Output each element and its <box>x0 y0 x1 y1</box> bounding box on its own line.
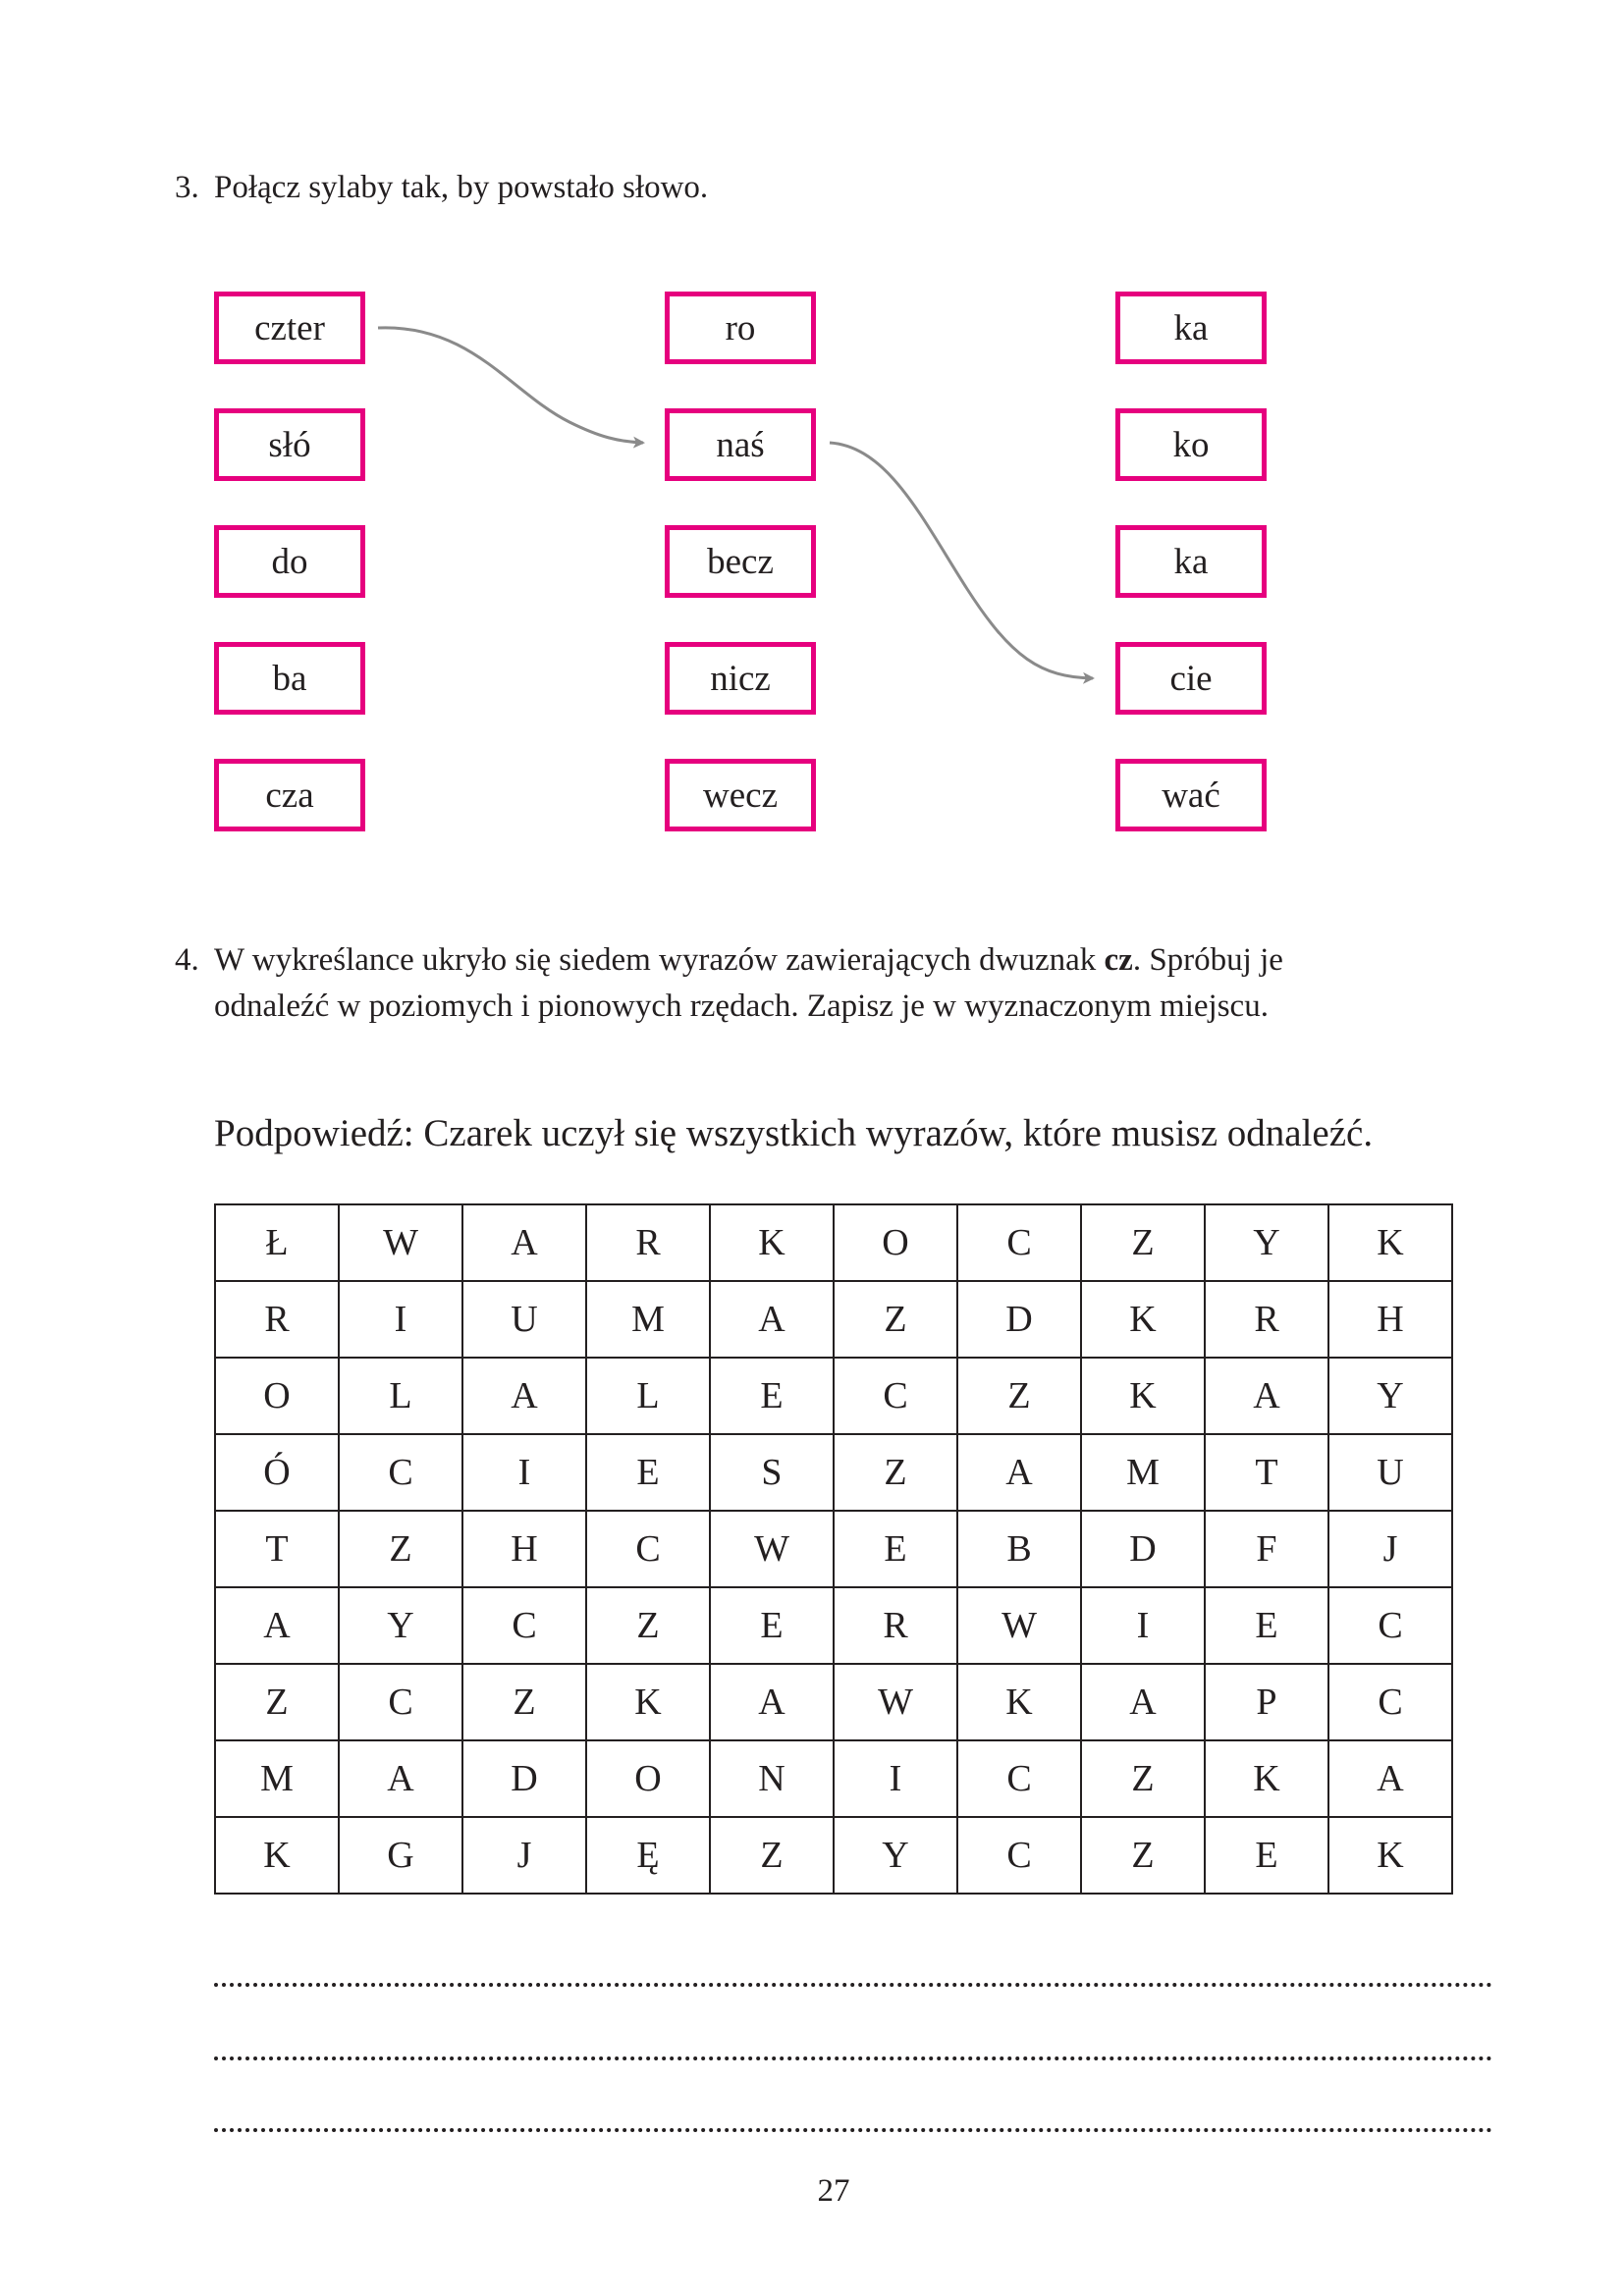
grid-cell[interactable]: T <box>1205 1434 1328 1511</box>
grid-cell[interactable]: Z <box>339 1511 462 1587</box>
grid-cell[interactable]: Z <box>462 1664 586 1740</box>
grid-cell[interactable]: C <box>1328 1664 1452 1740</box>
hint-text: Podpowiedź: Czarek uczył się wszystkich wyrazów, które musisz odnaleźć. <box>214 1112 1374 1154</box>
grid-cell[interactable]: I <box>834 1740 957 1817</box>
syllable-box[interactable]: naś <box>665 408 816 481</box>
syllable-box[interactable]: wecz <box>665 759 816 831</box>
answer-line[interactable] <box>214 2056 1492 2060</box>
grid-cell[interactable]: E <box>710 1587 834 1664</box>
grid-cell[interactable]: W <box>339 1204 462 1281</box>
grid-cell[interactable]: H <box>462 1511 586 1587</box>
task-4-line-2: odnaleźć w poziomych i pionowych rzędach. Zapisz je w wyznaczonym miejscu. <box>214 988 1269 1024</box>
grid-cell[interactable]: K <box>1328 1817 1452 1894</box>
grid-cell[interactable]: A <box>462 1358 586 1434</box>
grid-cell[interactable]: K <box>957 1664 1081 1740</box>
grid-cell[interactable]: Y <box>834 1817 957 1894</box>
grid-row <box>215 1740 1452 1817</box>
grid-cell[interactable]: Y <box>1205 1204 1328 1281</box>
grid-cell[interactable]: K <box>586 1664 710 1740</box>
grid-cell[interactable]: U <box>1328 1434 1452 1511</box>
grid-cell[interactable]: C <box>339 1664 462 1740</box>
grid-cell[interactable]: R <box>1205 1281 1328 1358</box>
grid-cell[interactable]: P <box>1205 1664 1328 1740</box>
grid-cell[interactable]: Z <box>1081 1740 1205 1817</box>
syllable-box[interactable]: słó <box>214 408 365 481</box>
grid-cell[interactable]: R <box>586 1204 710 1281</box>
digraph-bold: cz <box>1104 942 1133 978</box>
grid-cell[interactable]: K <box>710 1204 834 1281</box>
grid-cell[interactable]: A <box>462 1204 586 1281</box>
grid-cell[interactable]: Z <box>1081 1204 1205 1281</box>
grid-cell[interactable]: T <box>215 1511 339 1587</box>
grid-cell[interactable]: E <box>586 1434 710 1511</box>
grid-cell[interactable]: D <box>1081 1511 1205 1587</box>
grid-cell[interactable]: A <box>339 1740 462 1817</box>
task-4-line-1 <box>175 937 1451 984</box>
grid-row <box>215 1511 1452 1587</box>
answer-line[interactable] <box>214 1983 1492 1987</box>
grid-cell[interactable]: W <box>710 1511 834 1587</box>
grid-cell[interactable]: J <box>462 1817 586 1894</box>
grid-cell[interactable]: K <box>215 1817 339 1894</box>
grid-cell[interactable]: I <box>1081 1587 1205 1664</box>
grid-cell[interactable]: D <box>957 1281 1081 1358</box>
grid-cell[interactable]: Z <box>834 1281 957 1358</box>
grid-cell[interactable]: H <box>1328 1281 1452 1358</box>
task-3-text: Połącz sylaby tak, by powstało słowo. <box>214 170 709 205</box>
page-number: 27 <box>817 2173 850 2209</box>
grid-cell[interactable]: Ó <box>215 1434 339 1511</box>
grid-cell[interactable]: A <box>710 1664 834 1740</box>
grid-cell[interactable]: U <box>462 1281 586 1358</box>
arrow-nas-to-cie <box>830 443 1093 678</box>
grid-cell[interactable]: R <box>834 1587 957 1664</box>
grid-cell[interactable]: E <box>834 1511 957 1587</box>
syllable-box[interactable]: ro <box>665 292 816 364</box>
grid-cell[interactable]: A <box>1328 1740 1452 1817</box>
grid-row <box>215 1434 1452 1511</box>
grid-cell[interactable]: R <box>215 1281 339 1358</box>
grid-cell[interactable]: B <box>957 1511 1081 1587</box>
grid-cell[interactable]: M <box>586 1281 710 1358</box>
grid-cell[interactable]: Ę <box>586 1817 710 1894</box>
grid-cell[interactable]: D <box>462 1740 586 1817</box>
syllable-box[interactable]: cie <box>1115 642 1267 715</box>
task-4-text-a: W wykreślance ukryło się siedem wyrazów zawierających dwuznak <box>214 942 1105 978</box>
grid-cell[interactable]: Z <box>586 1587 710 1664</box>
grid-cell[interactable]: A <box>957 1434 1081 1511</box>
grid-cell[interactable]: W <box>834 1664 957 1740</box>
grid-cell[interactable]: Y <box>1328 1358 1452 1434</box>
grid-cell[interactable]: C <box>339 1434 462 1511</box>
grid-cell[interactable]: L <box>339 1358 462 1434</box>
grid-cell[interactable]: F <box>1205 1511 1328 1587</box>
grid-cell[interactable]: N <box>710 1740 834 1817</box>
grid-cell[interactable]: K <box>1081 1281 1205 1358</box>
grid-cell[interactable]: Z <box>1081 1817 1205 1894</box>
grid-cell[interactable]: C <box>957 1817 1081 1894</box>
grid-cell[interactable]: J <box>1328 1511 1452 1587</box>
syllable-box[interactable]: czter <box>214 292 365 364</box>
task-3-number: 3. <box>175 170 199 205</box>
grid-cell[interactable]: Z <box>834 1434 957 1511</box>
grid-row <box>215 1204 1452 1281</box>
grid-cell[interactable]: K <box>1081 1358 1205 1434</box>
grid-cell[interactable]: K <box>1205 1740 1328 1817</box>
grid-row <box>215 1281 1452 1358</box>
grid-cell[interactable]: A <box>1205 1358 1328 1434</box>
word-search-grid <box>214 1203 1453 1895</box>
grid-cell[interactable]: C <box>462 1587 586 1664</box>
grid-cell[interactable]: Ł <box>215 1204 339 1281</box>
grid-cell[interactable]: C <box>1328 1587 1452 1664</box>
grid-cell[interactable]: E <box>1205 1817 1328 1894</box>
task-4-text-b: . Spróbuj je <box>1132 942 1283 978</box>
grid-cell[interactable]: C <box>957 1740 1081 1817</box>
task-4-number: 4. <box>175 942 199 978</box>
grid-cell[interactable]: Z <box>957 1358 1081 1434</box>
syllable-box[interactable]: do <box>214 525 365 598</box>
grid-cell[interactable]: G <box>339 1817 462 1894</box>
syllable-box[interactable]: nicz <box>665 642 816 715</box>
grid-cell[interactable]: L <box>586 1358 710 1434</box>
syllable-box[interactable]: ba <box>214 642 365 715</box>
grid-cell[interactable]: I <box>339 1281 462 1358</box>
grid-cell[interactable]: Z <box>215 1664 339 1740</box>
syllable-box[interactable]: ka <box>1115 525 1267 598</box>
grid-cell[interactable]: I <box>462 1434 586 1511</box>
grid-cell[interactable]: C <box>957 1204 1081 1281</box>
answer-line[interactable] <box>214 2128 1492 2132</box>
grid-cell[interactable]: A <box>710 1281 834 1358</box>
grid-cell[interactable]: S <box>710 1434 834 1511</box>
grid-cell[interactable]: M <box>1081 1434 1205 1511</box>
grid-cell[interactable]: Y <box>339 1587 462 1664</box>
grid-cell[interactable]: O <box>215 1358 339 1434</box>
grid-cell[interactable]: E <box>710 1358 834 1434</box>
grid-cell[interactable]: E <box>1205 1587 1328 1664</box>
grid-cell[interactable]: A <box>1081 1664 1205 1740</box>
grid-cell[interactable]: C <box>586 1511 710 1587</box>
grid-cell[interactable]: C <box>834 1358 957 1434</box>
grid-row <box>215 1664 1452 1740</box>
grid-cell[interactable]: W <box>957 1587 1081 1664</box>
syllable-box[interactable]: ka <box>1115 292 1267 364</box>
grid-cell[interactable]: A <box>215 1587 339 1664</box>
syllable-box[interactable]: cza <box>214 759 365 831</box>
grid-cell[interactable]: O <box>834 1204 957 1281</box>
syllable-box[interactable]: ko <box>1115 408 1267 481</box>
grid-cell[interactable]: K <box>1328 1204 1452 1281</box>
grid-row <box>215 1587 1452 1664</box>
grid-row <box>215 1358 1452 1434</box>
arrow-czter-to-nas <box>378 328 643 443</box>
syllable-box[interactable]: becz <box>665 525 816 598</box>
grid-row <box>215 1817 1452 1894</box>
grid-cell[interactable]: O <box>586 1740 710 1817</box>
syllable-box[interactable]: wać <box>1115 759 1267 831</box>
task-4-instruction <box>175 937 1451 1030</box>
grid-cell[interactable]: Z <box>710 1817 834 1894</box>
grid-cell[interactable]: M <box>215 1740 339 1817</box>
